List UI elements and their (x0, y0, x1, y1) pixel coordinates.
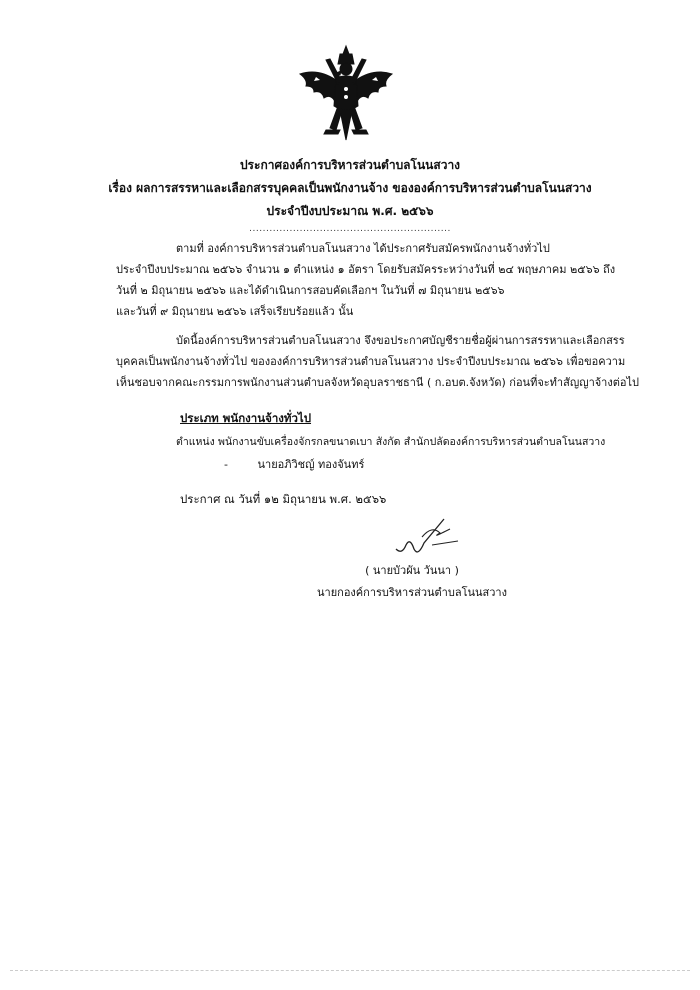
paragraph-line: ตามที่ องค์การบริหารส่วนตำบลโนนสวาง ได้ประกาศรับสมัครพนักงานจ้างทั่วไป (176, 242, 550, 255)
list-bullet: - (224, 458, 228, 471)
announcement-date: ประกาศ ณ วันที่ ๑๒ มิถุนายน พ.ศ. ๒๕๖๖ (180, 492, 387, 506)
paragraph-background (116, 238, 652, 322)
paragraph-line: เห็นชอบจากคณะกรรมการพนักงานส่วนตำบลจังหวัดอุบลราชธานี ( ก.อบต.จังหวัด) ก่อนที่จะทำสัญญาจ้างต่อไป (116, 376, 639, 389)
paragraph-line: และวันที่ ๙ มิถุนายน ๒๕๖๖ เสร็จเรียบร้อยแล้ว นั้น (116, 305, 354, 318)
signer-name: ( นายบัวผัน วันนา ) (365, 564, 459, 577)
paragraph-line: ประจำปีงบประมาณ ๒๕๖๖ จำนวน ๑ ตำแหน่ง ๑ อัตรา โดยรับสมัครระหว่างวันที่ ๒๔ พฤษภาคม ๒๕๖๖ ถึง (116, 263, 616, 276)
signature-icon (392, 515, 462, 560)
paragraph-line: บัดนี้องค์การบริหารส่วนตำบลโนนสวาง จึงขอประกาศบัญชีรายชื่อผู้ผ่านการสรรหาและเลือกสรร (176, 334, 625, 347)
announcement-title: ประกาศองค์การบริหารส่วนตำบลโนนสวาง (239, 158, 461, 172)
position-description: ตำแหน่ง พนักงานขับเครื่องจักรกลขนาดเบา สังกัด สำนักปลัดองค์การบริหารส่วนตำบลโนนสวาง (176, 436, 606, 448)
paragraph-line: บุคคลเป็นพนักงานจ้างทั่วไป ขององค์การบริหารส่วนตำบลโนนสวาง ประจำปีงบประมาณ ๒๕๖๖ เพื่อขอความ (116, 355, 626, 368)
garuda-emblem-icon (296, 44, 396, 144)
scan-edge-divider (10, 970, 690, 971)
fiscal-year-line: ประจำปีงบประมาณ พ.ศ. ๒๕๖๖ (266, 204, 434, 218)
announcement-subject: เรื่อง ผลการสรรหาและเลือกสรรบุคคลเป็นพนักงานจ้าง ขององค์การบริหารส่วนตำบลโนนสวาง (108, 181, 592, 195)
employee-type-heading: ประเภท พนักงานจ้างทั่วไป (180, 411, 312, 425)
selected-candidate (224, 455, 364, 473)
signer-title: นายกองค์การบริหารส่วนตำบลโนนสวาง (317, 586, 507, 599)
candidate-name: นายอภิวิชญ์ ทองจันทร์ (257, 458, 365, 471)
paragraph-line: วันที่ ๒ มิถุนายน ๒๕๖๖ และได้ดำเนินการสอบคัดเลือกฯ ในวันที่ ๗ มิถุนายน ๒๕๖๖ (116, 284, 505, 297)
paragraph-announcement (116, 330, 652, 393)
title-separator: ............................................................ (249, 224, 451, 234)
